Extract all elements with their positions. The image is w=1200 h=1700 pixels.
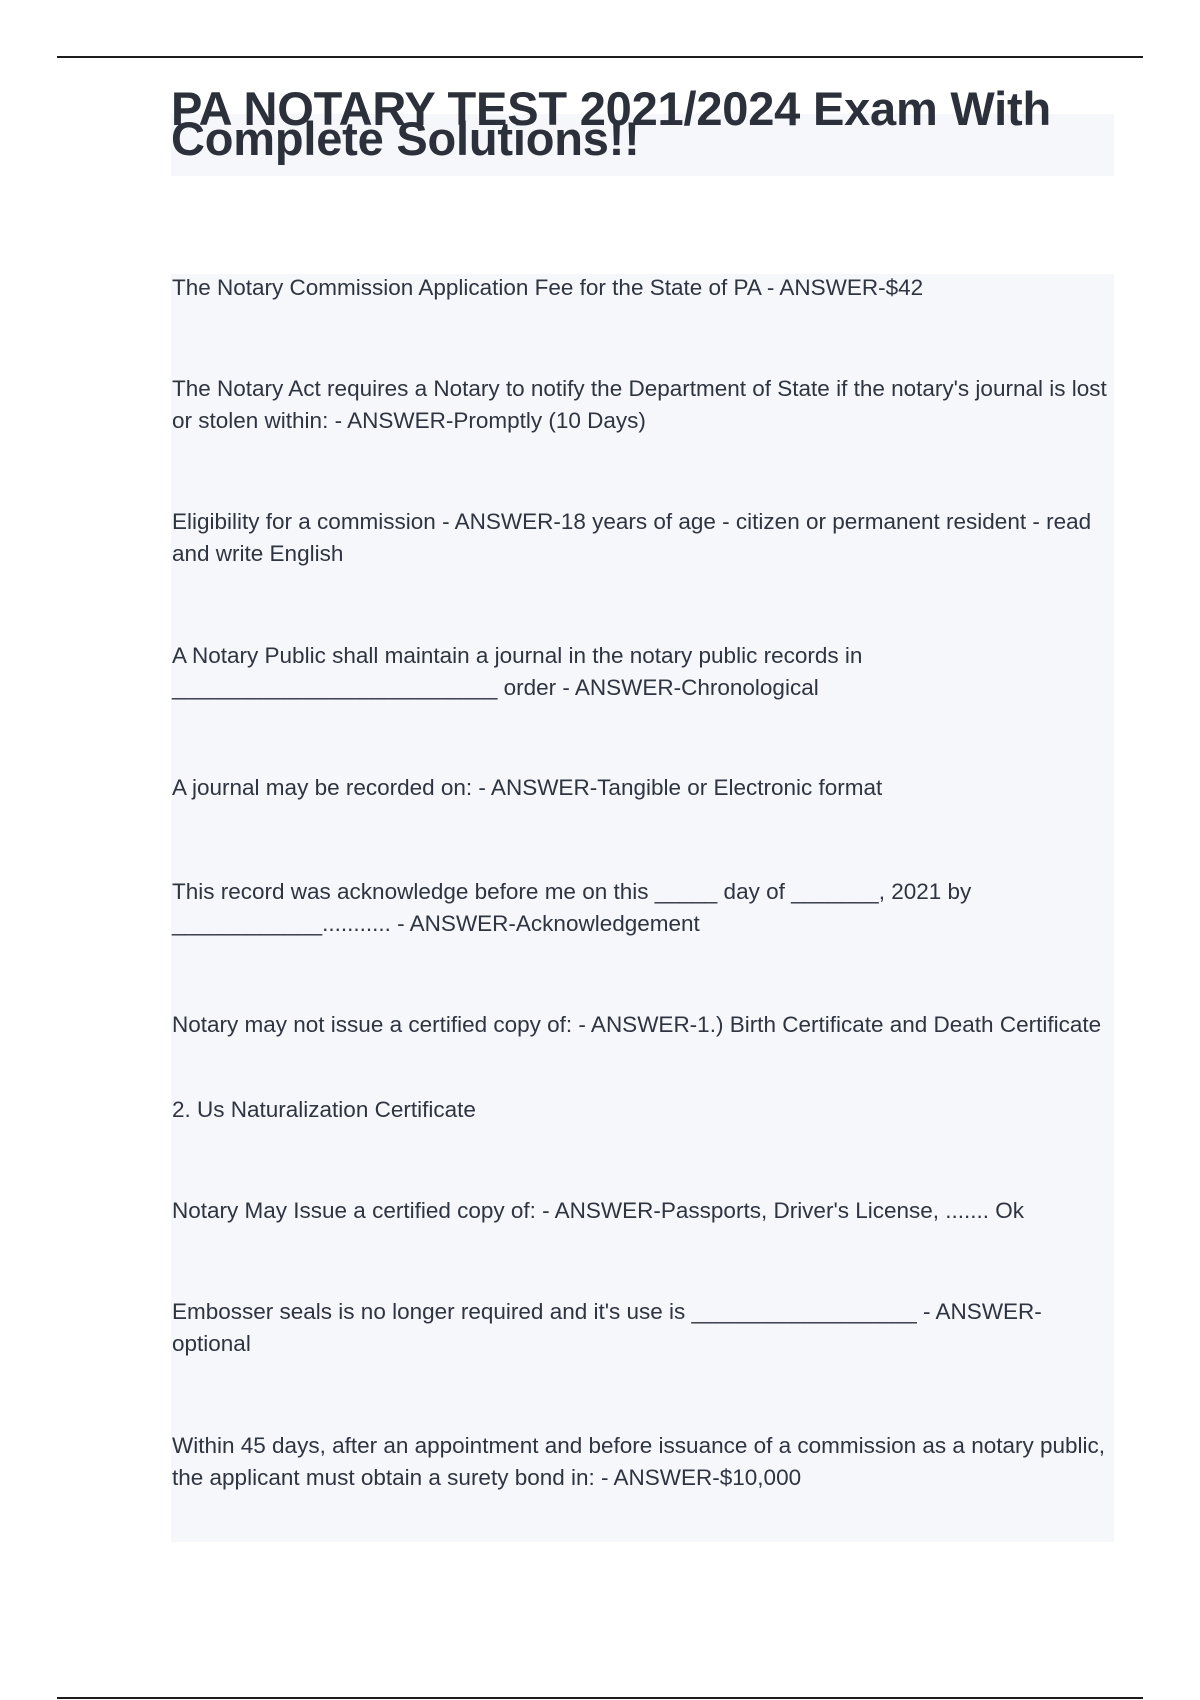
qa-item-may-not-certify: Notary may not issue a certified copy of: - ANSWER-1.) Birth Certificate and Death Certificate bbox=[172, 1012, 1102, 1037]
qa-item-lost-journal: The Notary Act requires a Notary to notify the Department of State if the notary's journal is lost or stolen within: - ANSWER-Promptly (10 Days) bbox=[172, 376, 1107, 433]
qa-item-journal-order: A Notary Public shall maintain a journal in the notary public records in __________________________ order - ANSWER-Chronological bbox=[172, 643, 863, 700]
bottom-rule bbox=[57, 1697, 1143, 1699]
qa-item-application-fee: The Notary Commission Application Fee for the State of PA - ANSWER-$42 bbox=[172, 275, 924, 300]
qa-item-embosser-seal: Embosser seals is no longer required and it's use is __________________ - ANSWER-optional bbox=[172, 1299, 1042, 1356]
qa-item-acknowledgement: This record was acknowledge before me on this _____ day of _______, 2021 by ____________........... - ANSWER-Acknowledgement bbox=[172, 879, 972, 936]
qa-item-journal-format: A journal may be recorded on: - ANSWER-Tangible or Electronic format bbox=[172, 775, 883, 800]
qa-item-may-not-certify-cont: 2. Us Naturalization Certificate bbox=[172, 1097, 476, 1122]
qa-item-surety-bond: Within 45 days, after an appointment and before issuance of a commission as a notary public, the applicant must obtain a surety bond in: - ANSWER-$10,000 bbox=[172, 1433, 1106, 1490]
qa-item-eligibility: Eligibility for a commission - ANSWER-18 years of age - citizen or permanent resident - read and write English bbox=[172, 509, 1092, 566]
document-title: PA NOTARY TEST 2021/2024 Exam With Complete Solutions!! bbox=[171, 82, 1051, 165]
qa-item-may-certify: Notary May Issue a certified copy of: - ANSWER-Passports, Driver's License, ....... Ok bbox=[172, 1198, 1025, 1223]
top-rule bbox=[57, 56, 1143, 58]
